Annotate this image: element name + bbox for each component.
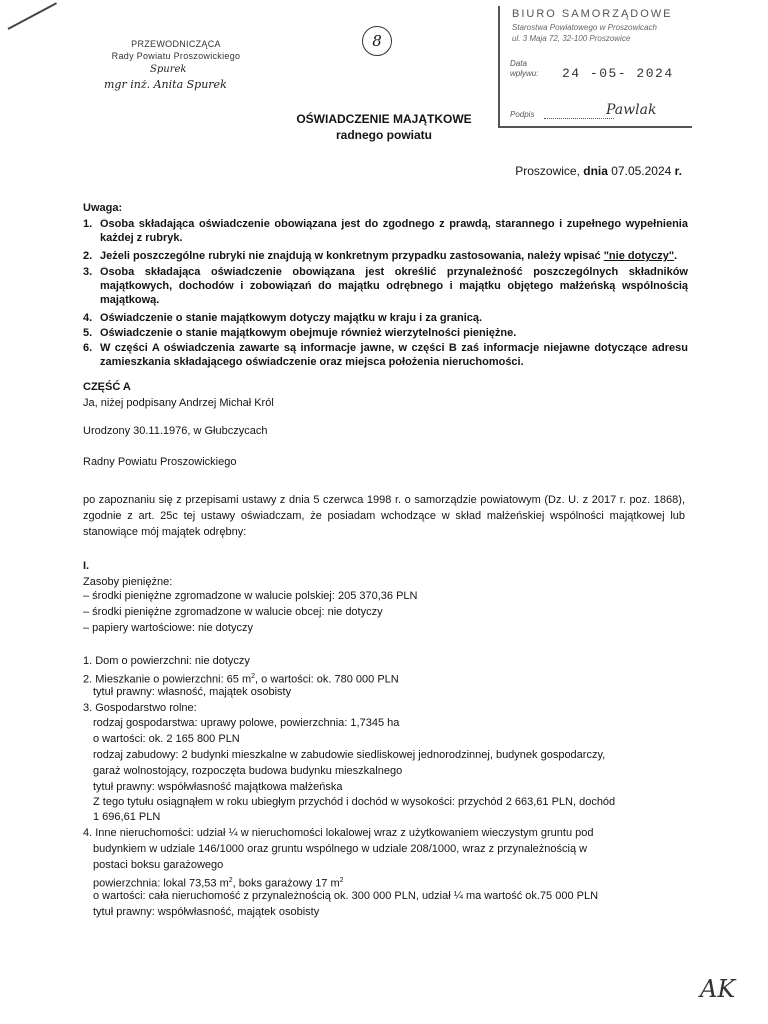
note-text-b: . (674, 250, 678, 262)
section-heading: Zasoby pieniężne: (83, 576, 173, 588)
cash-foreign: – środki pieniężne zgromadzone w walucie obcej: nie dotyczy (83, 606, 383, 618)
note-number: 5. (83, 327, 93, 339)
other-title: tytuł prawny: współwłasność, majątek osobisty (93, 906, 320, 918)
stamp-title: BIURO SAMORZĄDOWE (512, 8, 673, 20)
doc-title-block (0, 112, 768, 142)
doc-title: OŚWIADCZENIE MAJĄTKOWE (296, 112, 472, 126)
stamp-line-1: Starostwa Powiatowego w Proszowicach (512, 23, 657, 32)
securities: – papiery wartościowe: nie dotyczy (83, 622, 253, 634)
chair-signature: Spurek (150, 64, 187, 75)
flat-title: tytuł prawny: własność, majątek osobisty (93, 686, 292, 698)
farm-income-2: 1 696,61 PLN (93, 811, 161, 823)
note-text: W części A oświadczenia zawarte są informacje jawne, w części B zaś informacje niejawne dotyczące adresu zamieszkania składającego oświadczenie oraz miejsca położenia nieruchomości. (100, 342, 688, 368)
place-date-value: 07.05.2024 (607, 164, 675, 178)
other-value: o wartości: cała nieruchomość z przynależnością ok. 300 000 PLN, udział ¼ ma wartość ok.75 000 PLN (93, 890, 599, 902)
note-text: Osoba składająca oświadczenie obowiązana jest określić przynależność poszczególnych składników majątkowych, dochodów i zobowiązań do majątku odrębnego i majątku objętego małżeńską wspólnością majątkową. (100, 266, 688, 306)
farm-income-1: Z tego tytułu osiągnąłem w roku ubiegłym przychód i dochód w wysokości: przychód 2 663,61 PLN, dochód (93, 796, 616, 808)
note-number: 4. (83, 312, 93, 324)
chair-name: mgr inż. Anita Spurek (104, 78, 227, 91)
pen-mark (8, 2, 58, 30)
place: Proszowice, (515, 164, 584, 178)
note-number: 3. (83, 266, 93, 278)
note-number: 1. (83, 218, 93, 230)
farm-heading: 3. Gospodarstwo rolne: (83, 702, 197, 714)
other-property-3: postaci boksu garażowego (93, 859, 224, 871)
other-area-sup-2: 2 (339, 877, 344, 884)
part-a-heading: CZĘŚĆ A (83, 381, 131, 393)
position: Radny Powiatu Proszowickiego (83, 456, 237, 468)
initials: AK (700, 975, 736, 1003)
chair-title: PRZEWODNICZĄCA (131, 39, 221, 49)
other-area-sup: 2 (228, 877, 233, 884)
other-property-2: budynkiem w udziale 146/1000 oraz gruntu wspólnego w udziale 208/1000, wraz z przynależnością w (93, 843, 588, 855)
other-area-a: powierzchnia: lokal 73,53 m (93, 877, 229, 890)
house: 1. Dom o powierzchni: nie dotyczy (83, 655, 250, 667)
cash-pln: – środki pieniężne zgromadzone w walucie polskiej: 205 370,36 PLN (83, 590, 418, 602)
note-text-a: Jeżeli poszczególne rubryki nie znajdują w konkretnym przypadku zastosowania, należy wpisać (100, 250, 604, 262)
note-text: Oświadczenie o stanie majątkowym dotyczy majątku w kraju i za granicą. (100, 312, 483, 324)
place-r: r. (674, 164, 682, 178)
flat-sup: 2 (251, 673, 256, 680)
stamp-date-label: Data (510, 59, 527, 68)
flat-value: , o wartości: ok. 780 000 PLN (255, 673, 399, 686)
note-text: Osoba składająca oświadczenie obowiązana jest do zgodnego z prawdą, starannego i zupełnego wypełnienia każdej z rubryk. (100, 218, 688, 244)
farm-buildings-2: garaż wolnostojący, rozpoczęta budowa budynku mieszkalnego (93, 765, 403, 777)
other-property-1: 4. Inne nieruchomości: udział ¼ w nieruchomości lokalowej wraz z użytkowaniem wieczystym gruntu pod (83, 827, 594, 839)
birth-info: Urodzony 30.11.1976, w Głubczycach (83, 425, 268, 437)
farm-buildings-1: rodzaj zabudowy: 2 budynki mieszkalne w zabudowie siedliskowej jednorodzinnej, budynek gospodarczy, (93, 749, 606, 761)
declarant: Ja, niżej podpisany Andrzej Michał Król (83, 397, 274, 409)
section-roman: I. (83, 560, 90, 572)
note-number: 2. (83, 250, 93, 262)
place-dnia: dnia (583, 164, 608, 178)
farm-type: rodzaj gospodarstwa: uprawy polowe, powierzchnia: 1,7345 ha (93, 717, 400, 729)
farm-title: tytuł prawny: współwłasność majątkowa małżeńska (93, 781, 343, 793)
stamp-signature: Pawlak (606, 102, 657, 118)
flat-area: 2. Mieszkanie o powierzchni: 65 m (83, 673, 252, 686)
note-text (100, 249, 688, 263)
chair-org: Rady Powiatu Proszowickiego (111, 51, 241, 61)
page-number: 8 (362, 26, 392, 56)
stamp-line-2: ul. 3 Maja 72, 32-100 Proszowice (512, 34, 631, 43)
office-stamp (498, 6, 692, 128)
doc-subtitle: radnego powiatu (336, 128, 432, 142)
place-date (515, 164, 682, 178)
note-text: Oświadczenie o stanie majątkowym obejmuje również wierzytelności pieniężne. (100, 327, 517, 339)
stamp-sign-label: Podpis (510, 110, 535, 119)
notes-heading: Uwaga: (83, 202, 123, 214)
farm-value: o wartości: ok. 2 165 800 PLN (93, 733, 240, 745)
stamp-date: 24 -05- 2024 (562, 66, 674, 81)
note-text-underlined: "nie dotyczy" (603, 250, 675, 262)
statement: po zapoznaniu się z przepisami ustawy z dnia 5 czerwca 1998 r. o samorządzie powiatowym (Dz. U. z 2017 r. poz. 1868), zgodnie z art. 25c tej ustawy oświadczam, że posiadam wchodzące w skład małżeńskiej wspólności majątkowej lub stanowiące mój majątek odrębny: (83, 494, 685, 538)
stamp-date-label-2: wpływu: (510, 69, 539, 78)
chair-block (86, 38, 266, 62)
note-number: 6. (83, 342, 93, 354)
other-area-b: , boks garażowy 17 m (232, 877, 340, 890)
